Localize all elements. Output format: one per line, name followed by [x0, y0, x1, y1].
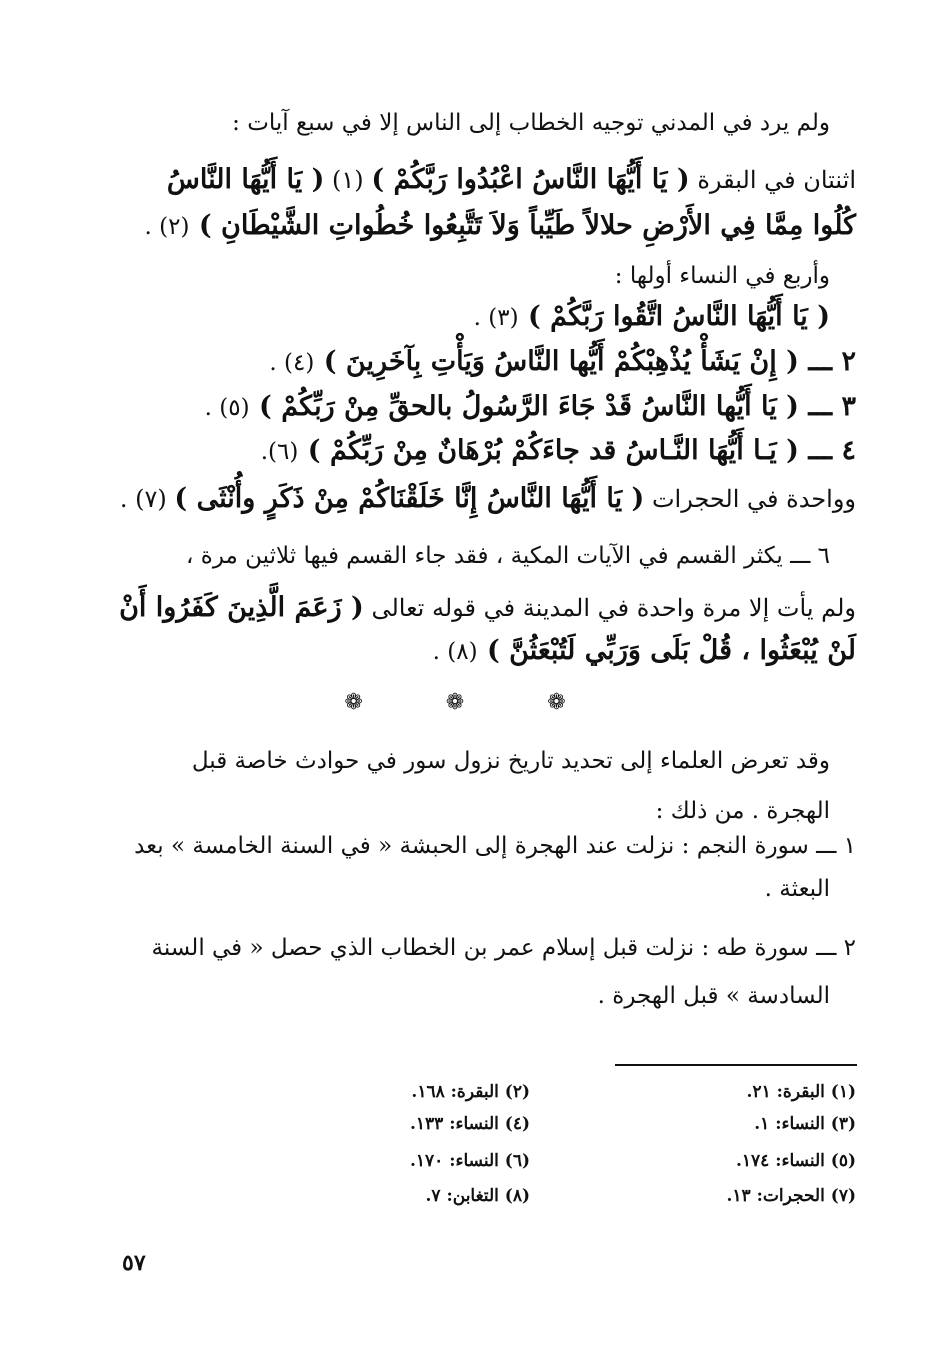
page-number: ٥٧ — [122, 1250, 146, 1276]
nisa-item-3 — [205, 393, 856, 420]
verse-baqara-21: ( يَا أَيُّهَا النَّاسُ اعْبُدُوا رَبَّكُمْ ) — [371, 164, 690, 195]
footnote-ref-1: (١) — [332, 166, 364, 194]
footnote-ref-4: (٤) . — [269, 350, 315, 376]
history-item-2-line-2: السادسة » قبل الهجرة . — [597, 983, 830, 1009]
nisa-verse-2: ( إِنْ يَشَأْ يُذْهِبْكُمْ أَيُّها النَّاسُ وَيَأْتِ بِآخَرِينَ ) — [323, 346, 799, 377]
footnote-6: (٦) النساء: ١٧٠. — [409, 1151, 530, 1171]
nisa-verse-3: ( يَا أَيُّها النَّاسُ قَدْ جَاءَ الرَّسُولُ بالحقِّ مِنْ رَبِّكُمْ ) — [259, 391, 799, 422]
verse-hujurat-13: ( يَا أَيُّهَا النَّاسُ إِنَّا خَلَقْنَاكُمْ مِنْ ذَكَرٍ وأُنْثَى ) — [174, 483, 645, 514]
point6-text: ولم يأت إلا مرة واحدة في المدينة في قوله تعالى — [371, 594, 856, 622]
hujurat-lead: وواحدة في الحجرات — [651, 485, 856, 513]
hujurat-line — [120, 485, 856, 512]
footnote-2: (٢) البقرة: ١٦٨. — [411, 1082, 530, 1102]
baqara-lead: اثنتان في البقرة — [697, 166, 856, 194]
point6-line-3 — [433, 637, 856, 664]
nisa-verse-1: ( يَا أَيُّهَا النَّاسُ اتَّقُوا رَبَّكُمْ ) — [528, 301, 830, 332]
nisa-item-4 — [261, 437, 856, 464]
nisa-num-4: ٤ ـــ — [808, 435, 856, 466]
footnote-4: (٤) النساء: ١٣٣. — [409, 1114, 530, 1134]
verse-taghabun-7-start: ( زَعَمَ الَّذِينَ كَفَرُوا أَنْ — [119, 592, 364, 623]
nisa-num-2: ٢ ـــ — [808, 346, 856, 377]
footnote-1: (١) البقرة: ٢١. — [746, 1082, 856, 1102]
footnote-8: (٨) التغابن: ٧. — [425, 1186, 530, 1206]
nisa-num-3: ٣ ـــ — [808, 391, 856, 422]
baqara-line-2 — [145, 212, 856, 239]
intro-line: ولم يرد في المدني توجيه الخطاب إلى الناس إلا في سبع آيات : — [232, 110, 830, 136]
section-separator: ❁ ❁ ❁ — [344, 690, 604, 715]
verse-baqara-168-start: ( يَا أَيُّهَا النَّاسُ — [166, 164, 325, 195]
footnote-separator-rule — [615, 1064, 857, 1066]
nisa-item-1 — [474, 303, 830, 330]
nisa-verse-4: ( يَـا أَيُّهَا النَّـاسُ قد جاءَكُمْ بُرْهَانٌ مِنْ رَبِّكُمْ ) — [307, 435, 799, 466]
history-item-2-line-1: ٢ ـــ سورة طه : نزلت قبل إسلام عمر بن الخطاب الذي حصل « في السنة — [151, 935, 856, 961]
history-line-1: وقد تعرض العلماء إلى تحديد تاريخ نزول سور في حوادث خاصة قبل — [191, 748, 830, 774]
baqara-line-1 — [167, 166, 856, 193]
verse-baqara-168-end: كُلُوا مِمَّا فِي الأَرْضِ حلالاً طَيِّباً وَلاَ تَتَّبِعُوا خُطُواتِ الشَّيْطَانِ ) — [198, 210, 856, 241]
nisa-lead: وأربع في النساء أولها : — [614, 263, 830, 289]
footnote-3: (٣) النساء: ١. — [754, 1114, 856, 1134]
history-item-1-line-2: البعثة . — [764, 876, 830, 902]
footnote-ref-3: (٣) . — [473, 305, 519, 331]
footnote-ref-7: (٧) . — [119, 485, 167, 513]
nisa-item-2 — [269, 348, 856, 375]
footnote-ref-5: (٥) . — [204, 395, 250, 421]
footnote-7: (٧) الحجرات: ١٣. — [726, 1186, 856, 1206]
point6-line-2 — [119, 594, 856, 621]
verse-taghabun-7-end: لَنْ يُبْعَثُوا ، قُلْ بَلَى وَرَبِّي لَتُبْعَثُنَّ ) — [486, 635, 856, 666]
footnote-5: (٥) النساء: ١٧٤. — [735, 1151, 856, 1171]
point6-line-1: ٦ ـــ يكثر القسم في الآيات المكية ، فقد جاء القسم فيها ثلاثين مرة ، — [186, 543, 830, 569]
history-line-2: الهجرة . من ذلك : — [655, 798, 830, 824]
history-item-1-line-1: ١ ـــ سورة النجم : نزلت عند الهجرة إلى الحبشة « في السنة الخامسة » بعد — [134, 833, 856, 859]
footnote-ref-8: (٨) . — [432, 639, 478, 665]
footnote-ref-2: (٢) . — [144, 214, 190, 240]
footnote-ref-6: (٦). — [260, 439, 299, 465]
